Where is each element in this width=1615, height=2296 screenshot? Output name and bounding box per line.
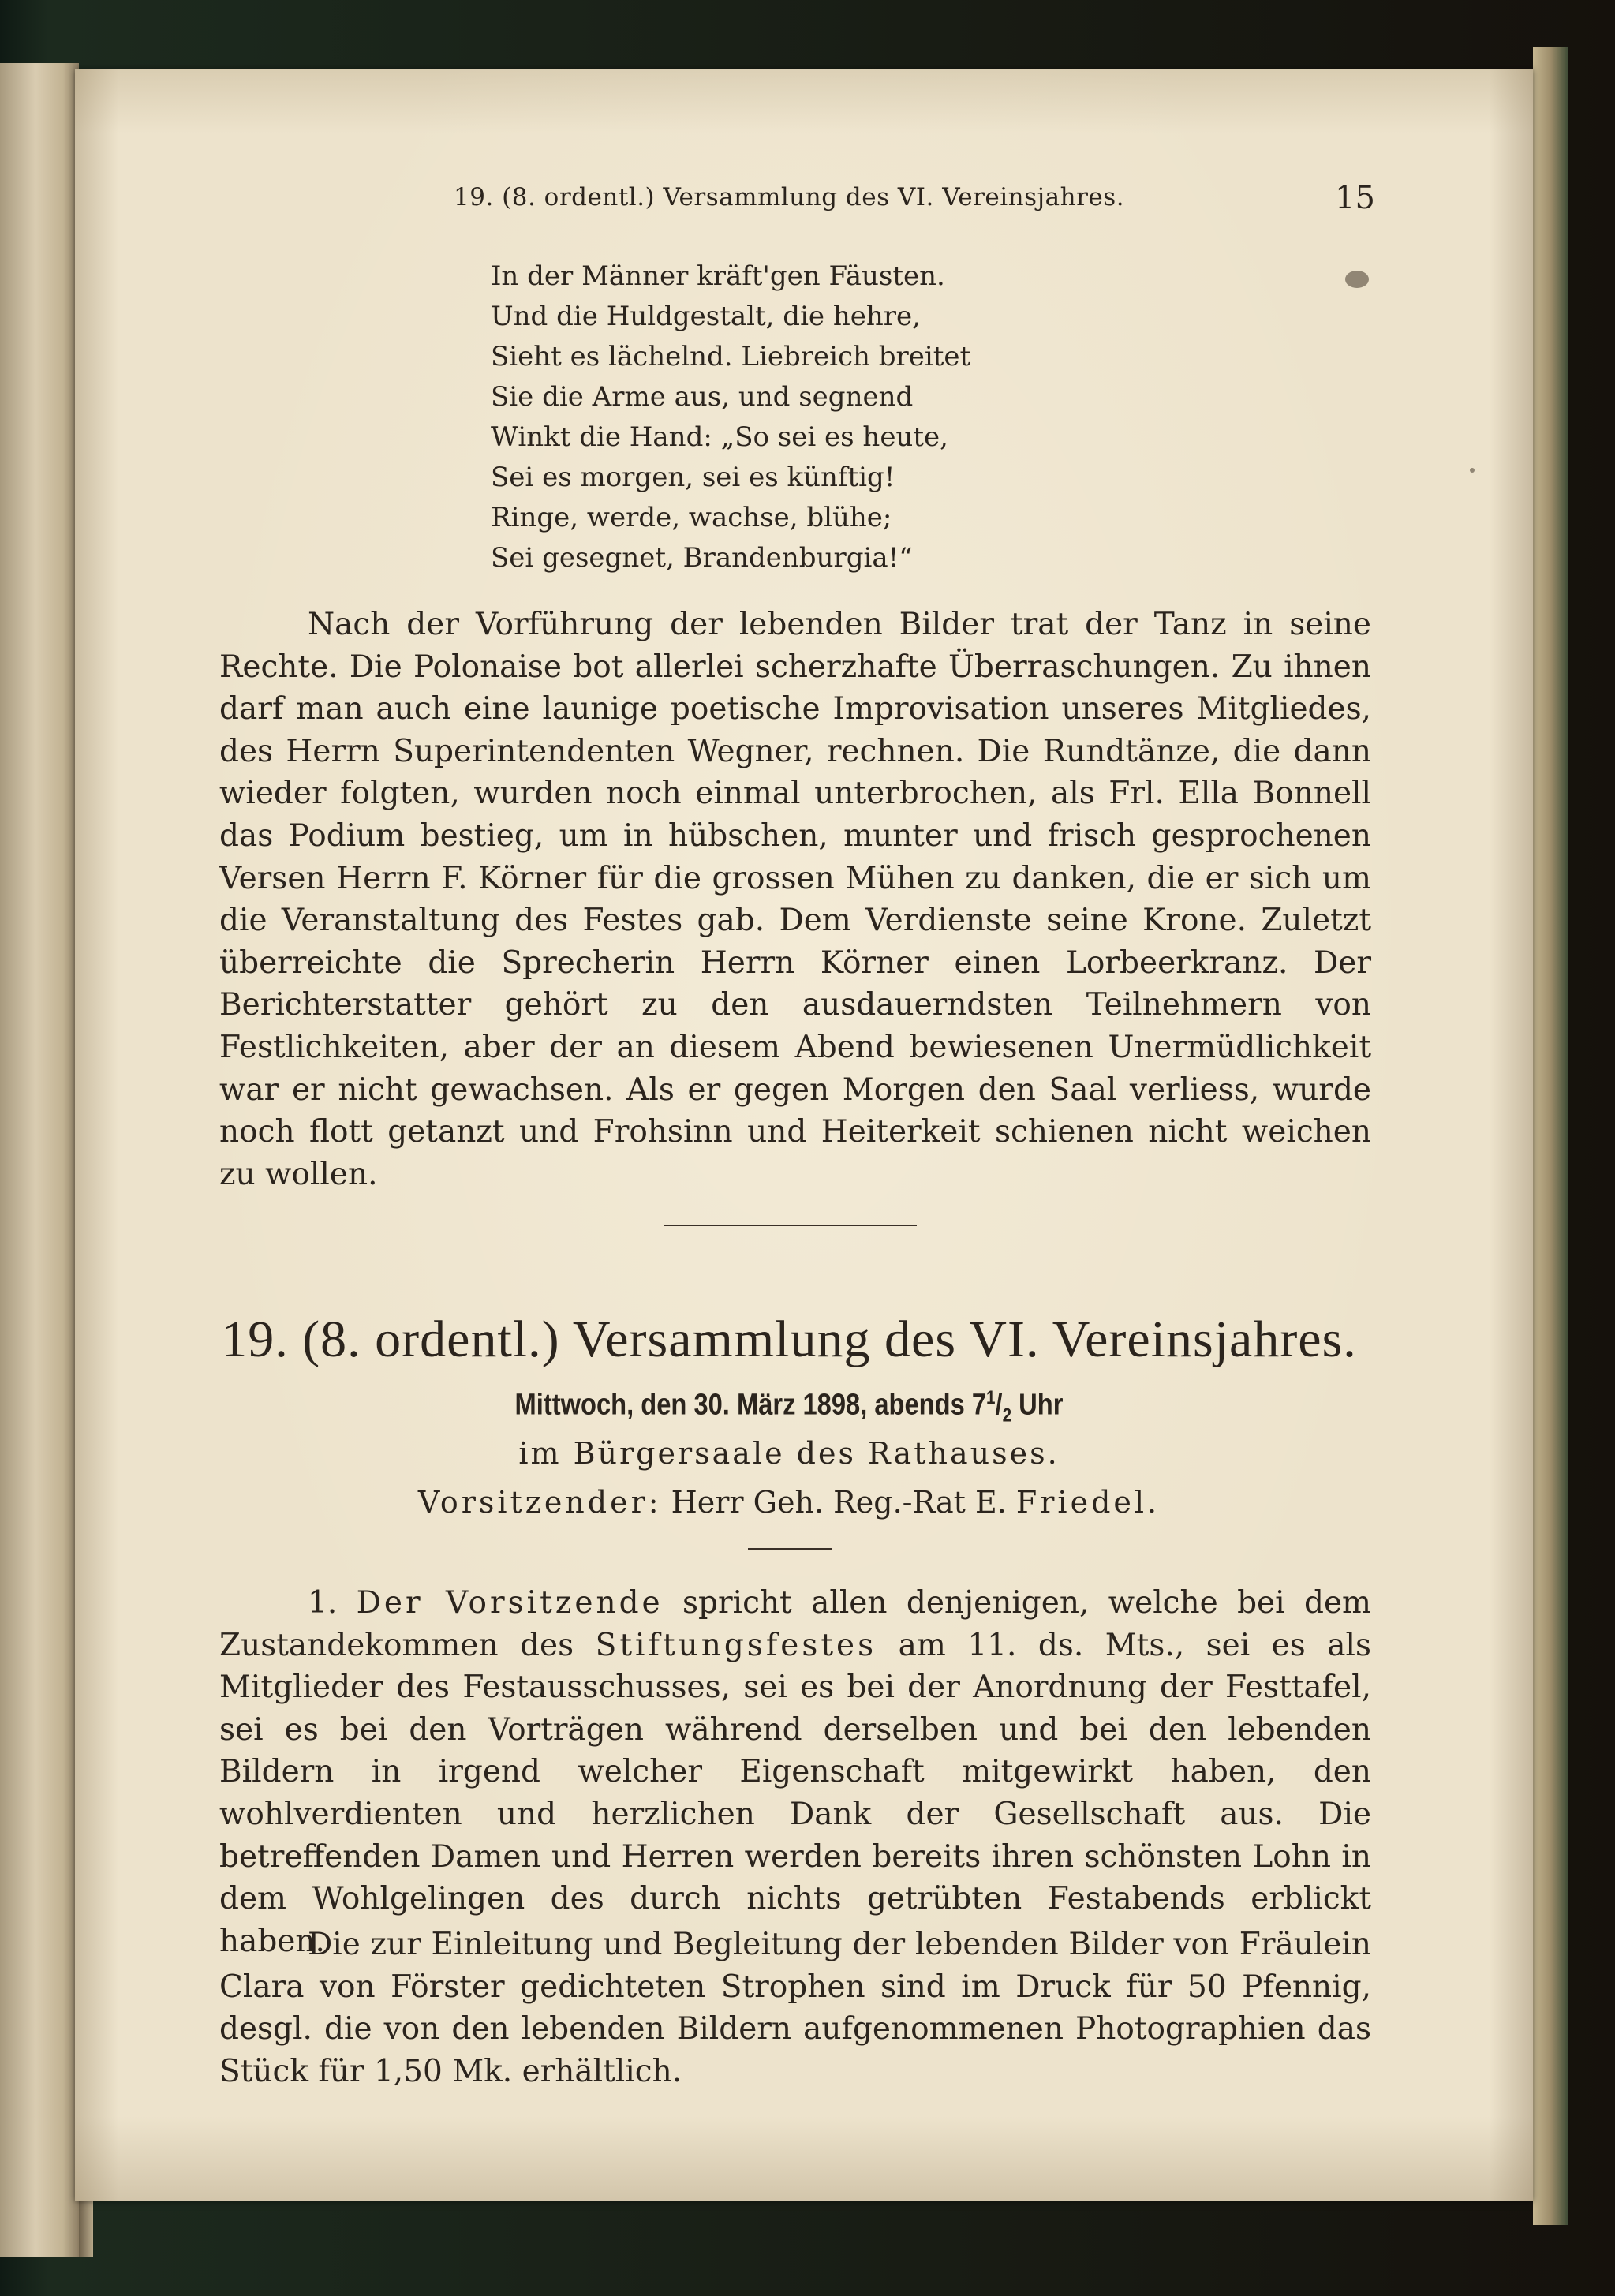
meeting-date xyxy=(280,1387,1298,1427)
section-divider xyxy=(664,1225,917,1226)
poem-line: Sei es morgen, sei es künftig! xyxy=(491,462,895,493)
page-number: 15 xyxy=(1335,180,1375,216)
time-fraction-numerator: 1 xyxy=(986,1387,996,1408)
date-text: Mittwoch, den 30. März 1898, abends 7 xyxy=(514,1388,987,1422)
paragraph-text: am 11. ds. Mts., sei es als Mitglieder des Festausschusses, sei es bei der Anordnung der Festtafel, sei es bei den Vorträgen während derselben und bei den lebenden Bildern in irgend welcher Eigenschaft mitgewirkt haben, den wohlverdienten und herzlichen Dank der Gesellschaft aus. Die betreffenden Damen und Herren werden bereits ihren schönsten Lohn in dem Wohlgelingen des durch nichts getrübten Festabends erblickt haben. xyxy=(219,1627,1371,1959)
paragraph-print-notice: Die zur Einleitung und Begleitung der lebenden Bilder von Fräulein Clara von Förster gedichteten Strophen sind im Druck für 50 Pfennig, desgl. die von den lebenden Bildern aufgenommenen Photographien das Stück für 1,50 Mk. erhältlich. xyxy=(219,1927,1371,2089)
chair-surname: Friedel. xyxy=(1015,1485,1161,1520)
facing-page-edge xyxy=(0,63,79,2257)
paragraph-item-1 xyxy=(219,1582,1371,1962)
poem-line: Sei gesegnet, Brandenburgia!“ xyxy=(491,542,913,574)
short-divider xyxy=(748,1548,832,1550)
spaced-term: Der Vorsitzende xyxy=(356,1585,664,1621)
meeting-venue: im Bürgersaale des Rathauses. xyxy=(518,1436,1060,1471)
chair-name: Herr Geh. Reg.-Rat E. xyxy=(661,1485,1016,1520)
chair-label: Vorsitzender: xyxy=(417,1485,662,1520)
poem-line: Sie die Arme aus, und segnend xyxy=(491,381,914,413)
page-stack-edge xyxy=(1533,47,1568,2225)
section-title: 19. (8. ordentl.) Versammlung des VI. Vereinsjahres. xyxy=(221,1311,1357,1368)
running-head: 19. (8. ordentl.) Versammlung des VI. Vereinsjahres. xyxy=(454,183,1125,211)
poem-stanza xyxy=(491,256,970,578)
meeting-chair xyxy=(197,1485,1381,1520)
poem-line: In der Männer kräft'gen Fäusten. xyxy=(491,260,945,292)
ink-blot xyxy=(1345,271,1369,288)
poem-line: Sieht es lächelnd. Liebreich breitet xyxy=(491,341,971,372)
poem-line: Winkt die Hand: „So sei es heute, xyxy=(491,421,948,453)
time-unit: Uhr xyxy=(1011,1388,1064,1422)
poem-line: Und die Huldgestalt, die hehre, xyxy=(491,301,921,332)
paragraph-dance-report: Nach der Vorführung der lebenden Bilder trat der Tanz in seine Rechte. Die Polonaise bot allerlei scherzhafte Überraschungen. Zu ihnen darf man auch eine launige poetische Improvisation unseres Mitgliedes, des Herrn Superintendenten Wegner, rechnen. Die Rundtänze, die dann wieder folgten, wurden noch einmal unterbrochen, als Frl. Ella Bonnell das Podium bestieg, um in hübschen, munter und frisch gesprochenen Versen Herrn F. Körner für die grossen Mühen zu danken, die er sich um die Veranstaltung des Festes gab. Dem Verdienste seine Krone. Zuletzt überreichte die Sprecherin Herrn Körner einen Lorbeerkranz. Der Berichterstatter gehört zu den ausdauerndsten Teilnehmern von Festlichkeiten, aber der an diesem Abend bewiesenen Unermüdlichkeit war er nicht gewachsen. Als er gegen Morgen den Saal verliess, wurde noch flott getanzt und Frohsinn und Heiterkeit schienen nicht weichen zu wollen. xyxy=(219,607,1371,1192)
item-number: 1. xyxy=(308,1585,357,1621)
paragraph-text: spricht allen denjenigen, welche bei dem Zustandekommen des xyxy=(219,1585,1372,1663)
poem-line: Ringe, werde, wachse, blühe; xyxy=(491,502,892,533)
ink-speck xyxy=(1470,468,1475,473)
time-fraction-denominator: 2 xyxy=(1002,1404,1012,1427)
time-fraction-slash: / xyxy=(995,1388,1003,1422)
spaced-term: Stiftungsfestes xyxy=(595,1627,877,1663)
